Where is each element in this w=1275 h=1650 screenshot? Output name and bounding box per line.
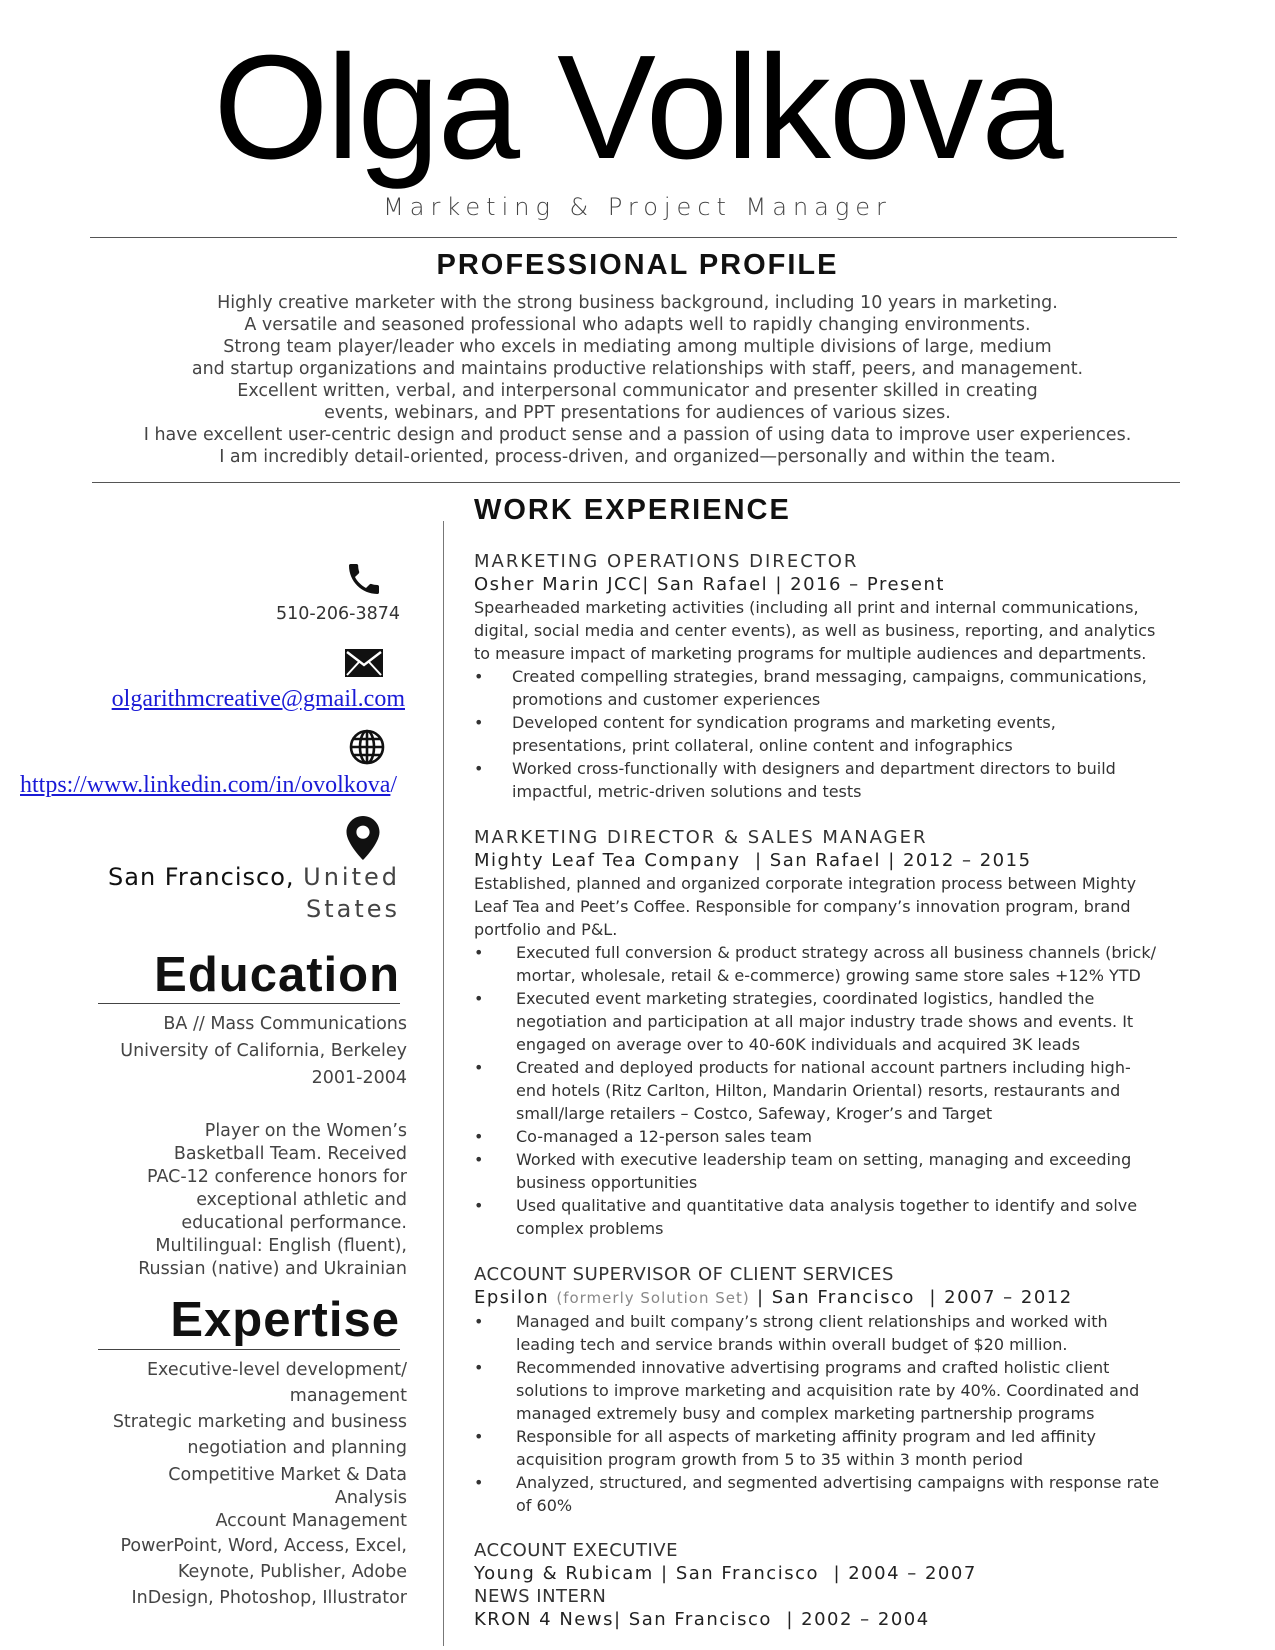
- bullet-line: managed extremely busy and complex marketing partnership programs: [516, 1404, 1095, 1423]
- job-title: ACCOUNT SUPERVISOR OF CLIENT SERVICES: [474, 1264, 894, 1285]
- globe-icon: [348, 728, 386, 770]
- divider-top: [90, 237, 1177, 238]
- company-details: | San Francisco | 2007 – 2012: [756, 1287, 1073, 1308]
- job-entry: [474, 826, 1264, 1240]
- job-company: KRON 4 News| San Francisco | 2002 – 2004: [474, 1609, 930, 1630]
- job-bullet: [474, 1310, 1264, 1356]
- bullet-line: • Created and deployed products for national account partners including high-: [516, 1058, 1131, 1077]
- job-bullets: [474, 665, 1264, 803]
- education-heading: Education: [154, 948, 400, 1002]
- profile-line: Excellent written, verbal, and interpersonal communicator and presenter skilled in creating: [237, 381, 1038, 401]
- bullet-line: • Executed event marketing strategies, coordinated logistics, handled the: [516, 989, 1095, 1008]
- education-note-line: Multilingual: English (fluent),: [155, 1236, 407, 1256]
- bullet-line: • Analyzed, structured, and segmented advertising campaigns with response rate: [516, 1473, 1160, 1492]
- job-description-line: Leaf Tea and Peet’s Coffee. Responsible for company’s innovation program, brand: [474, 897, 1131, 916]
- divider-education: [98, 1003, 400, 1004]
- profile-heading: PROFESSIONAL PROFILE: [436, 249, 839, 281]
- location-country-2: States: [305, 895, 400, 923]
- bullet-line: leading tech and service brands within overall budget of $20 million.: [516, 1335, 1068, 1354]
- job-title: ACCOUNT EXECUTIVE: [474, 1540, 678, 1561]
- job-bullet: [474, 1056, 1264, 1125]
- job-company: Osher Marin JCC| San Rafael | 2016 – Present: [474, 574, 945, 595]
- job-bullet: [474, 941, 1264, 987]
- expertise-line: Analysis: [334, 1488, 407, 1508]
- education-notes: [77, 1120, 407, 1281]
- bullet-line: • Executed full conversion & product strategy across all business channels (brick/: [516, 943, 1156, 962]
- expertise-heading: Expertise: [170, 1293, 400, 1347]
- phone-number: 510-206-3874: [276, 604, 400, 624]
- job-bullet: [474, 1425, 1264, 1471]
- bullet-line: • Created compelling strategies, brand messaging, campaigns, communications,: [512, 667, 1147, 686]
- profile-line: I am incredibly detail-oriented, process-driven, and organized—personally and within the team.: [219, 447, 1056, 467]
- profile-line: Strong team player/leader who excels in mediating among multiple divisions of large, medium: [223, 337, 1052, 357]
- job-bullets: [474, 1310, 1264, 1517]
- bullet-line: of 60%: [516, 1496, 573, 1515]
- expertise-line: Keynote, Publisher, Adobe: [177, 1562, 407, 1582]
- bullet-line: • Managed and built company’s strong client relationships and worked with: [516, 1312, 1108, 1331]
- bullet-line: complex problems: [516, 1219, 664, 1238]
- job-description-line: digital, social media and center events), as well as business, reporting, and analytics: [474, 621, 1156, 640]
- bullet-line: • Worked with executive leadership team on setting, managing and exceeding: [516, 1150, 1132, 1169]
- profile-line: and startup organizations and maintains productive relationships with staff, peers, and management.: [191, 359, 1084, 379]
- education-note-line: Player on the Women’s: [204, 1121, 407, 1141]
- job-title: NEWS INTERN: [474, 1586, 607, 1607]
- location: [108, 861, 400, 925]
- company-name: Epsilon: [474, 1287, 550, 1308]
- profile-line: events, webinars, and PPT presentations for audiences of various sizes.: [324, 403, 951, 423]
- bullet-line: negotiation and participation at all major industry trade shows and events. It: [516, 1012, 1134, 1031]
- job-bullet: [474, 1148, 1264, 1194]
- location-country-1: United: [303, 863, 400, 891]
- linkedin-link[interactable]: https://www.linkedin.com/in/ovolkova: [20, 772, 391, 798]
- job-title: MARKETING DIRECTOR & SALES MANAGER: [474, 827, 928, 848]
- job-bullet: [474, 757, 1264, 803]
- bullet-line: • Developed content for syndication programs and marketing events,: [512, 713, 1056, 732]
- divider-profile: [92, 482, 1180, 483]
- bullet-line: small/large retailers – Costco, Safeway, Kroger’s and Target: [516, 1104, 993, 1123]
- job-description: [474, 596, 1264, 665]
- education-details: [77, 1011, 407, 1092]
- expertise-line: Account Management: [215, 1511, 407, 1531]
- company-note: (formerly Solution Set): [556, 1289, 750, 1307]
- location-city: San Francisco,: [108, 863, 295, 891]
- job-description-line: Spearheaded marketing activities (including all print and internal communications,: [474, 598, 1139, 617]
- linkedin-suffix: /: [390, 772, 398, 798]
- profile-summary: [100, 292, 1175, 468]
- bullet-line: impactful, metric-driven solutions and tests: [512, 782, 862, 801]
- job-headline: Marketing & Project Manager: [383, 193, 892, 221]
- job-bullets: [474, 941, 1264, 1240]
- bullet-line: • Recommended innovative advertising programs and crafted holistic client: [516, 1358, 1110, 1377]
- job-bullet: [474, 711, 1264, 757]
- job-title: MARKETING OPERATIONS DIRECTOR: [474, 551, 859, 572]
- bullet-line: business opportunities: [516, 1173, 698, 1192]
- job-bullet: [474, 987, 1264, 1056]
- education-degree: BA // Mass Communications: [163, 1014, 407, 1034]
- education-note-line: educational performance.: [181, 1213, 407, 1233]
- job-bullet: [474, 1194, 1264, 1240]
- email-link[interactable]: olgarithmcreative@gmail.com: [111, 686, 405, 712]
- education-note-line: Basketball Team. Received: [173, 1144, 407, 1164]
- profile-line: I have excellent user-centric design and product sense and a passion of using data to improve user experiences.: [143, 425, 1132, 445]
- job-company: Young & Rubicam | San Francisco | 2004 – 2007: [474, 1563, 977, 1584]
- work-heading: WORK EXPERIENCE: [474, 494, 791, 526]
- job-description-line: Established, planned and organized corporate integration process between Mighty: [474, 874, 1137, 893]
- bullet-line: solutions to improve marketing and acquisition rate by 40%. Coordinated and: [516, 1381, 1140, 1400]
- education-note-line: Russian (native) and Ukrainian: [138, 1259, 407, 1279]
- job-description: [474, 872, 1264, 941]
- expertise-line: PowerPoint, Word, Access, Excel,: [120, 1536, 407, 1556]
- expertise-line: InDesign, Photoshop, Illustrator: [131, 1588, 407, 1608]
- bullet-line: presentations, print collateral, online content and infographics: [512, 736, 1013, 755]
- education-note-line: PAC-12 conference honors for: [147, 1167, 407, 1187]
- education-years: 2001-2004: [311, 1068, 407, 1088]
- education-note-line: exceptional athletic and: [196, 1190, 407, 1210]
- job-company: Mighty Leaf Tea Company | San Rafael | 2012 – 2015: [474, 850, 1032, 871]
- divider-expertise: [98, 1349, 400, 1350]
- job-bullet: [474, 1125, 1264, 1148]
- job-description-line: portfolio and P&L.: [474, 920, 618, 939]
- candidate-name: Olga Volkova: [213, 25, 1062, 190]
- envelope-icon: [344, 648, 384, 682]
- bullet-line: end hotels (Ritz Carlton, Hilton, Mandarin Oriental) resorts, restaurants and: [516, 1081, 1121, 1100]
- job-bullet: [474, 1471, 1264, 1517]
- bullet-line: • Used qualitative and quantitative data analysis together to identify and solve: [516, 1196, 1138, 1215]
- profile-line: Highly creative marketer with the strong business background, including 10 years in marketing.: [217, 293, 1058, 313]
- expertise-line: Strategic marketing and business: [112, 1412, 407, 1432]
- job-entry: [474, 1539, 1264, 1631]
- expertise-list: [77, 1357, 407, 1611]
- bullet-line: • Worked cross-functionally with designers and department directors to build: [512, 759, 1116, 778]
- job-entry: [474, 550, 1264, 803]
- expertise-line: Executive-level development/: [146, 1360, 407, 1380]
- expertise-line: negotiation and planning: [187, 1438, 407, 1458]
- bullet-line: mortar, wholesale, retail & e-commerce) growing same store sales +12% YTD: [516, 966, 1141, 985]
- expertise-line: Competitive Market & Data: [168, 1465, 407, 1485]
- phone-icon: [344, 559, 384, 603]
- job-description-line: to measure impact of marketing programs for multiple audiences and departments.: [474, 644, 1147, 663]
- education-school: University of California, Berkeley: [120, 1041, 407, 1061]
- linkedin-row: [20, 772, 397, 799]
- profile-line: A versatile and seasoned professional who adapts well to rapidly changing environments.: [244, 315, 1031, 335]
- column-divider: [443, 521, 444, 1646]
- job-bullet: [474, 1356, 1264, 1425]
- job-company: [474, 1286, 1264, 1310]
- bullet-line: • Responsible for all aspects of marketing affinity program and led affinity: [516, 1427, 1096, 1446]
- bullet-line: • Co-managed a 12-person sales team: [516, 1127, 812, 1146]
- expertise-line: management: [289, 1386, 407, 1406]
- job-bullet: [474, 665, 1264, 711]
- bullet-line: acquisition program growth from 5 to 35 within 3 month period: [516, 1450, 1024, 1469]
- bullet-line: engaged on average over to 40-60K individuals and acquired 3K leads: [516, 1035, 1081, 1054]
- job-entry: [474, 1263, 1264, 1517]
- map-pin-icon: [346, 816, 380, 864]
- bullet-line: promotions and customer experiences: [512, 690, 821, 709]
